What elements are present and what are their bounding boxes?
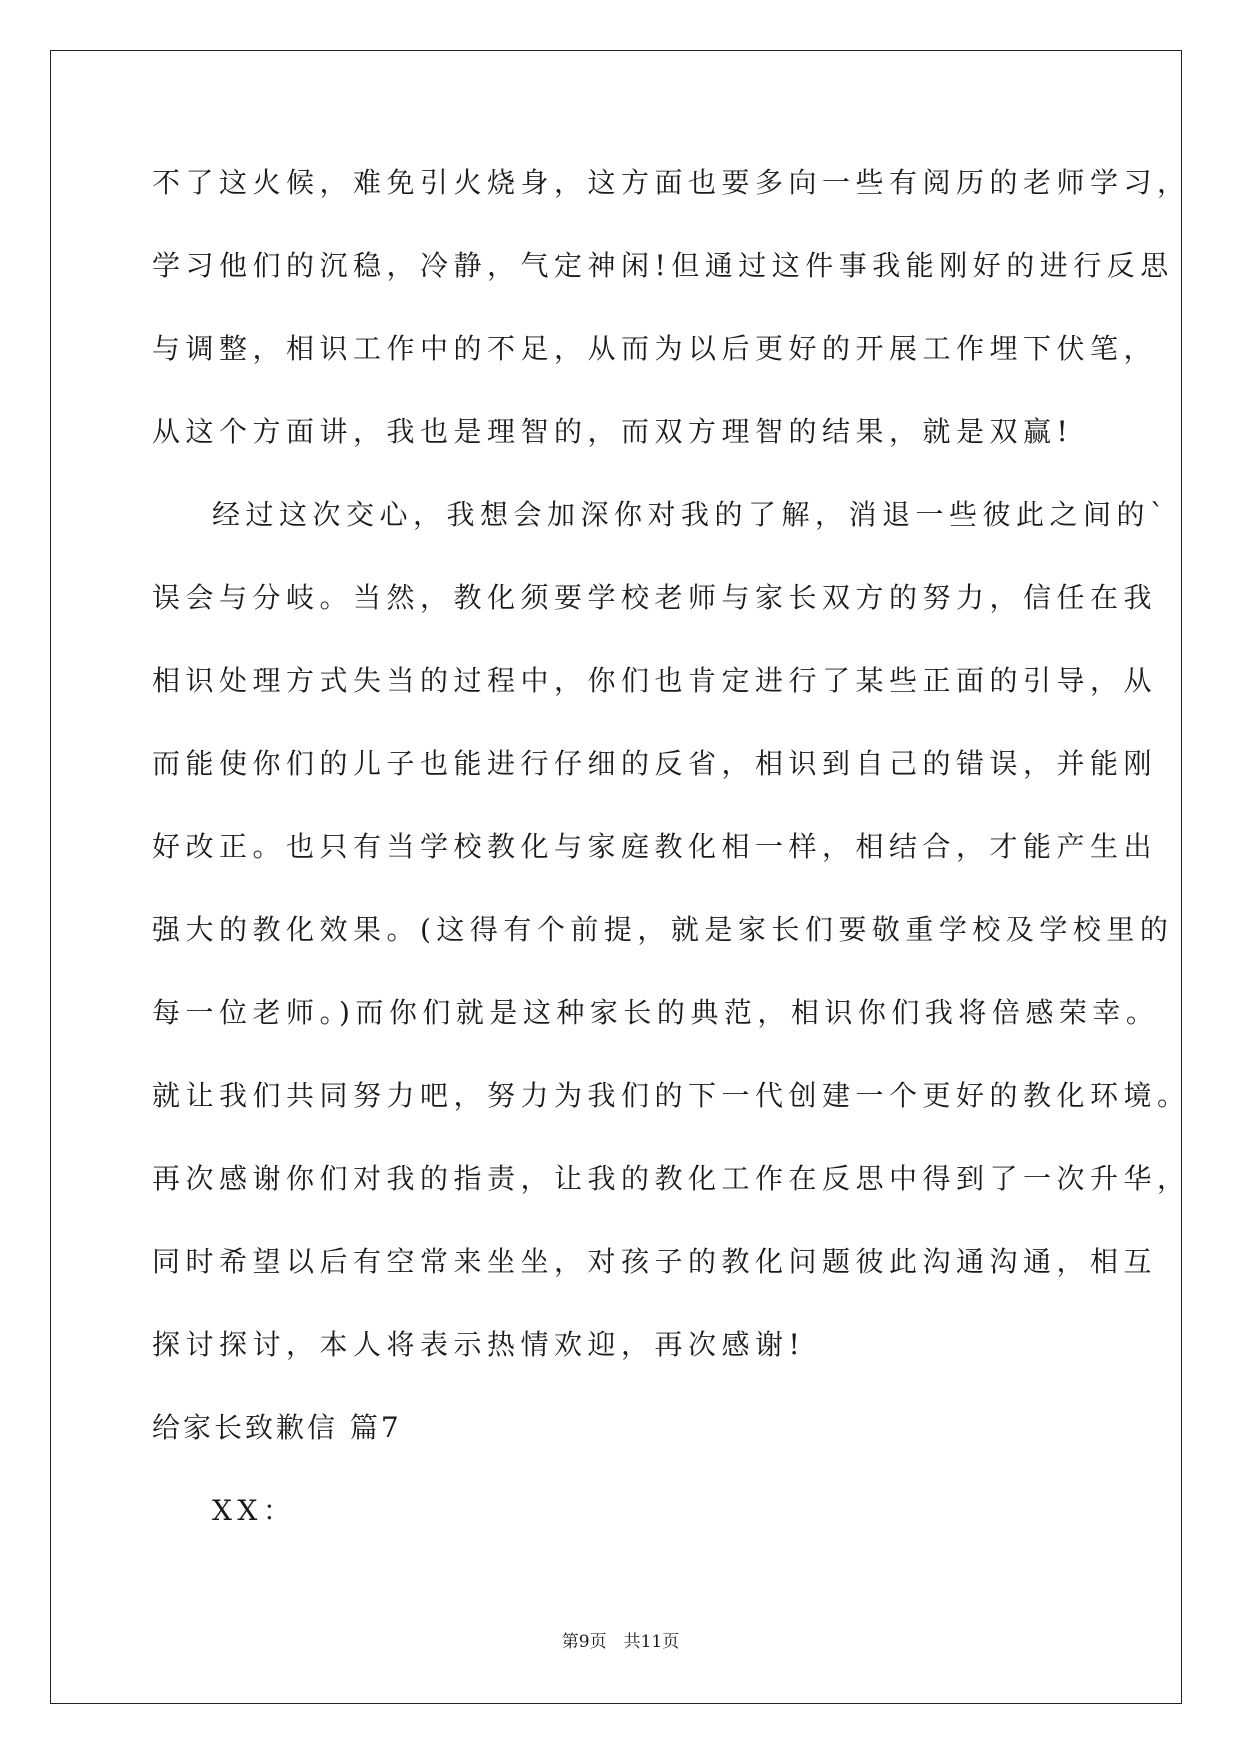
- text-line: 再次感谢你们对我的指责，让我的教化工作在反思中得到了一次升华，: [152, 1162, 1191, 1195]
- text-line: 学习他们的沉稳，冷静，气定神闲!但通过这件事我能刚好的进行反思: [152, 249, 1174, 282]
- text-line: 强大的教化效果。(这得有个前提，就是家长们要敬重学校及学校里的: [152, 913, 1174, 946]
- salutation: XX：: [212, 1494, 297, 1527]
- text-line: 相识处理方式失当的过程中，你们也肯定进行了某些正面的引导，从: [152, 664, 1158, 697]
- text-line: 而能使你们的儿子也能进行仔细的反省，相识到自己的错误，并能刚: [152, 747, 1158, 780]
- text-line: 误会与分岐。当然，教化须要学校老师与家长双方的努力，信任在我: [152, 581, 1158, 614]
- text-line: 同时希望以后有空常来坐坐，对孩子的教化问题彼此沟通沟通，相互: [152, 1245, 1158, 1278]
- text-line: 不了这火候，难免引火烧身，这方面也要多向一些有阅历的老师学习，: [152, 166, 1191, 199]
- text-line: 与调整，相识工作中的不足，从而为以后更好的开展工作埋下伏笔，: [152, 332, 1158, 365]
- text-line: 探讨探讨，本人将表示热情欢迎，再次感谢!: [152, 1328, 806, 1361]
- text-line: 从这个方面讲，我也是理智的，而双方理智的结果，就是双赢!: [152, 415, 1074, 448]
- text-line: 好改正。也只有当学校教化与家庭教化相一样，相结合，才能产生出: [152, 830, 1158, 863]
- document-body: [152, 163, 1191, 1574]
- page-footer: 第9页 共11页: [561, 1632, 680, 1652]
- text-line: 就让我们共同努力吧，努力为我们的下一代创建一个更好的教化环境。: [152, 1079, 1191, 1112]
- paragraph-first-line: 经过这次交心，我想会加深你对我的了解，消退一些彼此之间的`: [212, 498, 1170, 531]
- section-heading: 给家长致歉信 篇7: [152, 1411, 402, 1444]
- text-line: 每一位老师。)而你们就是这种家长的典范，相识你们我将倍感荣幸。: [152, 996, 1160, 1029]
